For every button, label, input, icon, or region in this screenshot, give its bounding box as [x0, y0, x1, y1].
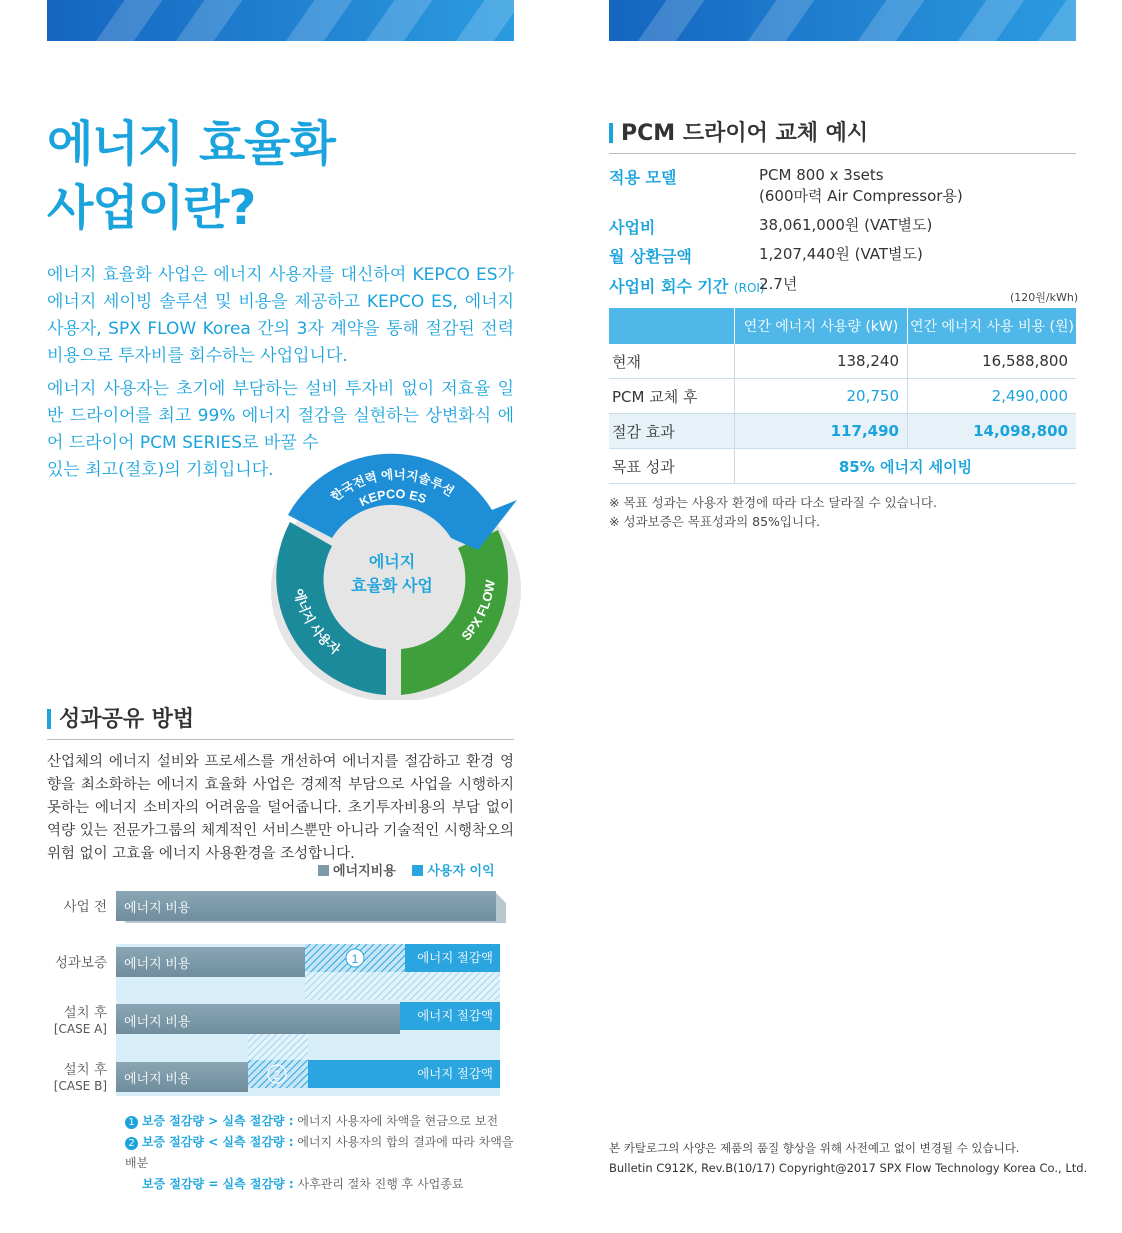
legend-cost: 에너지비용 [333, 864, 396, 879]
spec-model-label: 적용 모델 [609, 168, 677, 187]
row-saving-usage: 117,490 [735, 414, 908, 449]
pcm-heading [609, 116, 868, 147]
table-row [609, 344, 1076, 379]
bar-row3-label [45, 1005, 107, 1037]
row1-cost-text: 에너지 비용 [124, 900, 191, 915]
cycle-top-line2: KEPCO ES [357, 486, 429, 510]
note-2: ※ 성과보증은 목표성과의 85%입니다. [609, 514, 821, 529]
legend-benefit-swatch [412, 865, 423, 876]
footer-line-2: Bulletin C912K, Rev.B(10/17) Copyright@2017 SPX Flow Technology Korea Co., Ltd. [609, 1161, 1088, 1175]
spec-model-line2: (600마력 Air Compressor용) [759, 187, 963, 205]
row-target-value: 85% 에너지 세이빙 [735, 449, 1077, 484]
title-line-2: 사업이란? [47, 180, 256, 236]
row-after-usage: 20,750 [735, 379, 908, 414]
cycle-left-label: 에너지 사용자 [291, 587, 343, 658]
right-top-banner [609, 0, 1076, 41]
row-after-label: PCM 교체 후 [609, 379, 735, 414]
heading-bar-icon [609, 123, 613, 143]
legend-cost-swatch [318, 865, 329, 876]
row-target-label: 목표 성과 [609, 449, 735, 484]
share-heading-rule [47, 739, 514, 740]
marker-2-text: 2 [273, 1068, 281, 1082]
table-header-usage: 연간 에너지 사용량 (kW) [735, 308, 908, 344]
footnote-2 [125, 1132, 525, 1174]
table-notes [609, 493, 937, 531]
cycle-center-line1: 에너지 [368, 554, 416, 571]
footnote-1 [125, 1111, 525, 1132]
row-current-cost: 16,588,800 [908, 344, 1077, 379]
page-footer [609, 1138, 1087, 1178]
share-text: 산업체의 에너지 설비와 프로세스를 개선하여 에너지를 절감하고 환경 영향을 최소화하는 에너지 효율화 사업은 경제적 부담으로 사업을 시행하지 못하는 에너지 소비자의 어려움을 덜어줍니다. 초기투자비용의 부담 없이 역량 있는 전문가그룹의 체계적인 서비스뿐만 아니라 기술적인 시행착오의 위험 없이 고효율 에너지 사용환경을 조성합니다. [47, 754, 514, 862]
cycle-top-line1: 한국전력 에너지솔루션 [328, 467, 457, 505]
left-top-banner [47, 0, 514, 41]
row-saving-cost: 14,098,800 [908, 414, 1077, 449]
bar-row4-label-line2: [CASE B] [53, 1079, 107, 1093]
page-title [47, 112, 335, 240]
title-line-1: 에너지 효율화 [47, 116, 335, 172]
table-header-row [609, 308, 1076, 344]
row2-saving-text: 에너지 절감액 [417, 951, 493, 965]
share-heading-text: 성과공유 방법 [59, 707, 195, 732]
table-row [609, 449, 1076, 484]
footnote-2-bold: 보증 절감량 < 실측 절감량 : [141, 1135, 294, 1149]
row-current-usage: 138,240 [735, 344, 908, 379]
intro-paragraph-3: 있는 최고(절호)의 기회입니다. [47, 460, 274, 480]
footnote-2-text: 에너지 사용자의 합의 결과에 따라 차액을 배분 [125, 1135, 514, 1170]
row4-saving-text: 에너지 절감액 [417, 1067, 493, 1081]
pcm-heading-rule [609, 153, 1076, 154]
footnote-2-num: 2 [125, 1137, 138, 1150]
table-header-cost: 연간 에너지 사용 비용 (원) [908, 308, 1077, 344]
legend-benefit: 사용자 이익 [427, 864, 495, 879]
heading-bar-icon [47, 709, 51, 729]
note-1: ※ 목표 성과는 사용자 환경에 따라 다소 달라질 수 있습니다. [609, 495, 937, 510]
bar-row3-label-line1: 설치 후 [63, 1005, 107, 1021]
row3-cost-text: 에너지 비용 [124, 1014, 191, 1029]
bar-row2-label: 성과보증 [54, 955, 107, 971]
results-table [609, 308, 1076, 484]
row4-cost-text: 에너지 비용 [124, 1071, 191, 1086]
bar-footnotes [125, 1111, 525, 1195]
marker-1-text: 1 [351, 952, 359, 966]
intro-paragraph-1: 에너지 효율화 사업은 에너지 사용자를 대신하여 KEPCO ES가 에너지 세이빙 솔루션 및 비용을 제공하고 KEPCO ES, 에너지 사용자, SPX FLOW Korea 간의 3자 계약을 통해 절감된 전력 비용으로 투자비를 회수하는 사업입니다. [47, 265, 514, 366]
spec-roi-label [609, 274, 765, 297]
table-row [609, 414, 1076, 449]
bar-row4-label [45, 1062, 107, 1094]
bar-row1-label: 사업 전 [63, 899, 107, 915]
table-header-empty [609, 308, 735, 344]
footnote-3-text: 사후관리 절차 진행 후 사업종료 [293, 1177, 464, 1191]
row-after-cost: 2,490,000 [908, 379, 1077, 414]
intro-paragraph-2: 에너지 사용자는 초기에 부담하는 설비 투자비 없이 저효율 일반 드라이어를 최고 99% 에너지 절감을 실현하는 상변화식 에어 드라이어 PCM SERIES로 바꿀 수 [47, 379, 514, 453]
footer-line-1: 본 카탈로그의 사양은 제품의 품질 향상을 위해 사전예고 없이 변경될 수 있습니다. [609, 1141, 1020, 1155]
spec-monthly-label: 월 상환금액 [609, 247, 692, 266]
footnote-1-text: 에너지 사용자에 차액을 현금으로 보전 [293, 1114, 499, 1128]
spec-roi-label-small: (ROI) [733, 281, 765, 295]
table-row [609, 379, 1076, 414]
row2-cost-text: 에너지 비용 [124, 956, 191, 971]
footnote-3 [125, 1174, 525, 1195]
bar-row3-label-line2: [CASE A] [53, 1022, 107, 1036]
pcm-heading-text: PCM 드라이어 교체 예시 [621, 121, 869, 146]
footnote-1-bold: 보증 절감량 > 실측 절감량 : [141, 1114, 294, 1128]
footnote-3-bold: 보증 절감량 = 실측 절감량 : [142, 1177, 294, 1191]
unit-note: (120원/kWh) [1010, 291, 1079, 304]
spec-cost-label: 사업비 [609, 218, 656, 237]
cycle-diagram [262, 450, 534, 700]
performance-bars [110, 882, 520, 1097]
spec-monthly-value: 1,207,440원 (VAT별도) [759, 245, 923, 263]
row-current-label: 현재 [609, 344, 735, 379]
spec-roi-label-text: 사업비 회수 기간 [609, 277, 729, 296]
spec-roi-value: 2.7년 [759, 275, 798, 293]
row-saving-label: 절감 효과 [609, 414, 735, 449]
spec-model-line1: PCM 800 x 3sets [759, 166, 884, 184]
footnote-1-num: 1 [125, 1116, 138, 1129]
row4-hatch-back [248, 1034, 308, 1060]
row3-saving-text: 에너지 절감액 [417, 1009, 493, 1023]
spec-cost-value: 38,061,000원 (VAT별도) [759, 216, 933, 234]
spec-model-value [759, 165, 963, 207]
bar-row4-label-line1: 설치 후 [63, 1062, 107, 1078]
share-heading [47, 702, 194, 733]
cycle-right-label: SPX FLOW [458, 578, 498, 644]
bar-legend [318, 860, 495, 879]
cycle-center-line2: 효율화 사업 [351, 578, 433, 595]
